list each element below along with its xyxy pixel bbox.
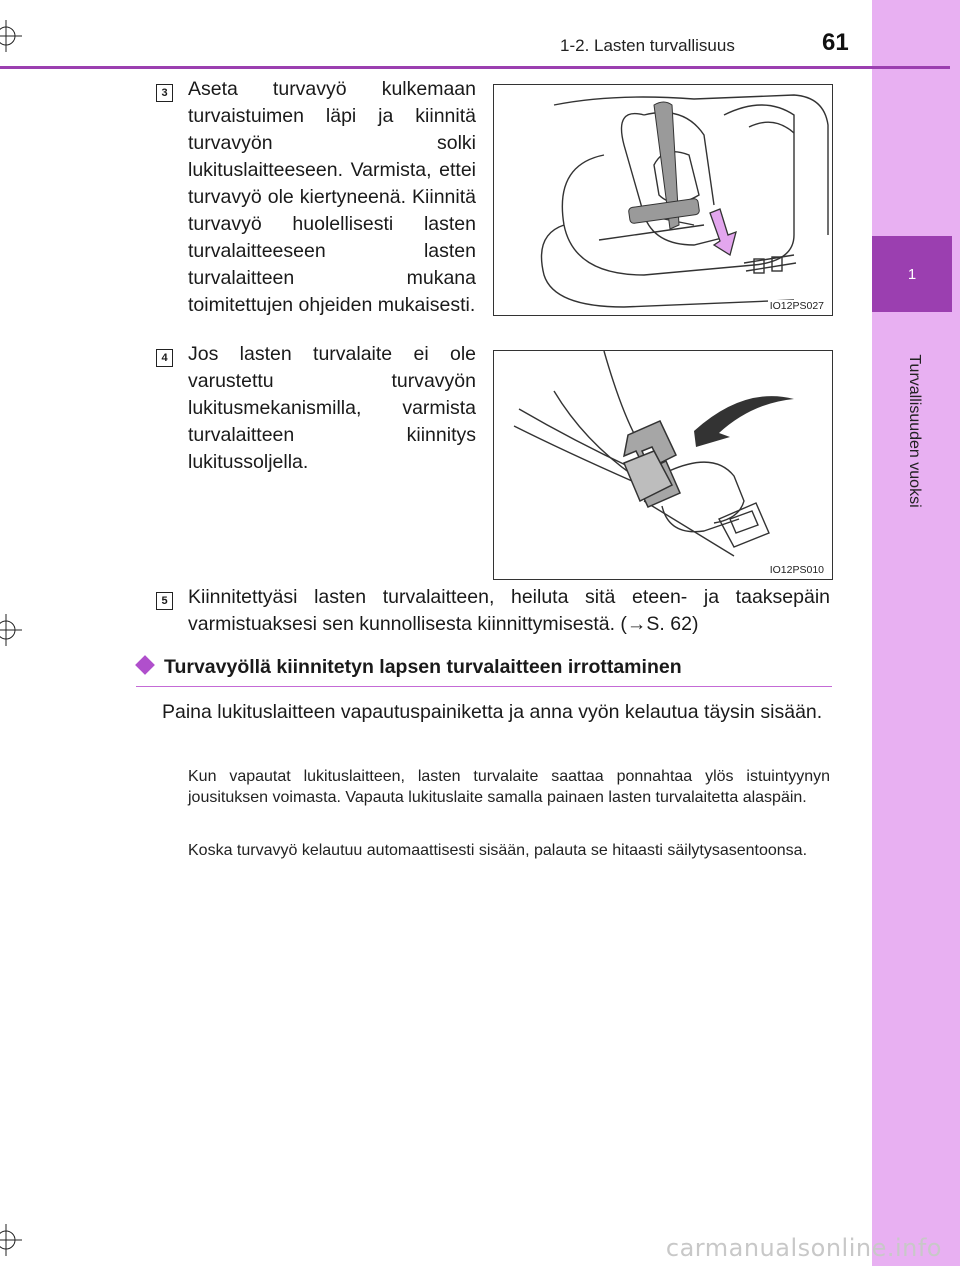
subsection-heading xyxy=(136,656,832,687)
subsection-title: Turvavyöllä kiinnitetyn lapsen turvalaitteen irrottaminen xyxy=(164,656,682,678)
section-title: 1-2. Lasten turvallisuus xyxy=(560,36,735,55)
child-seat-illustration xyxy=(494,85,832,315)
header-rule xyxy=(0,66,950,69)
side-tab-strip xyxy=(872,0,960,1266)
note-text: Kun vapautat lukituslaitteen, lasten turvalaite saattaa ponnahtaa ylös istuintyynyn jousituksen voimasta. Vapauta lukituslaite samalla painaen lasten turvalaitetta alaspäin. xyxy=(188,768,830,806)
figure-locking-clip xyxy=(493,350,833,580)
step-text: Kiinnitettyäsi lasten turvalaitteen, heiluta sitä eteen- ja taaksepäin varmistuaksesi sen kunnollisesta kiinnittymisestä. (→S. 62) xyxy=(188,586,830,635)
page-number: 61 xyxy=(822,29,849,56)
step-number: 5 xyxy=(156,592,173,610)
step-number: 3 xyxy=(156,84,173,102)
chapter-number: 1 xyxy=(907,265,917,283)
figure-code: IO12PS027 xyxy=(769,300,824,312)
step-text: Jos lasten turvalaite ei ole varustettu turvavyön lukitusmekanismilla, varmista turvalaitteen kiinnitys lukitussoljella. xyxy=(188,343,476,473)
step-number: 4 xyxy=(156,349,173,367)
figure-child-seat xyxy=(493,84,833,316)
locking-clip-illustration xyxy=(494,351,832,579)
step-text: Aseta turvavyö kulkemaan turvaistuimen läpi ja kiinnitä turvavyön solki lukituslaitteeseen. Varmista, ettei turvavyö ole kiertyneenä. Kiinnitä turvavyö huolellisesti lasten turvalaitteeseen lasten turvalaitteen mukana toimitettujen ohjeiden mukaisesti. xyxy=(188,78,476,316)
chapter-tab[interactable] xyxy=(872,236,952,312)
subsection-body: Paina lukituslaitteen vapautuspainiketta ja anna vyön kelautua täysin sisään. xyxy=(162,701,823,723)
chapter-title: Turvallisuuden vuoksi xyxy=(906,354,923,508)
watermark: carmanualsonline.info xyxy=(665,1234,942,1262)
note-text: Koska turvavyö kelautuu automaattisesti sisään, palauta se hitaasti säilytysasentoonsa. xyxy=(188,842,808,859)
diamond-icon xyxy=(135,655,155,675)
figure-code: IO12PS010 xyxy=(769,564,824,576)
